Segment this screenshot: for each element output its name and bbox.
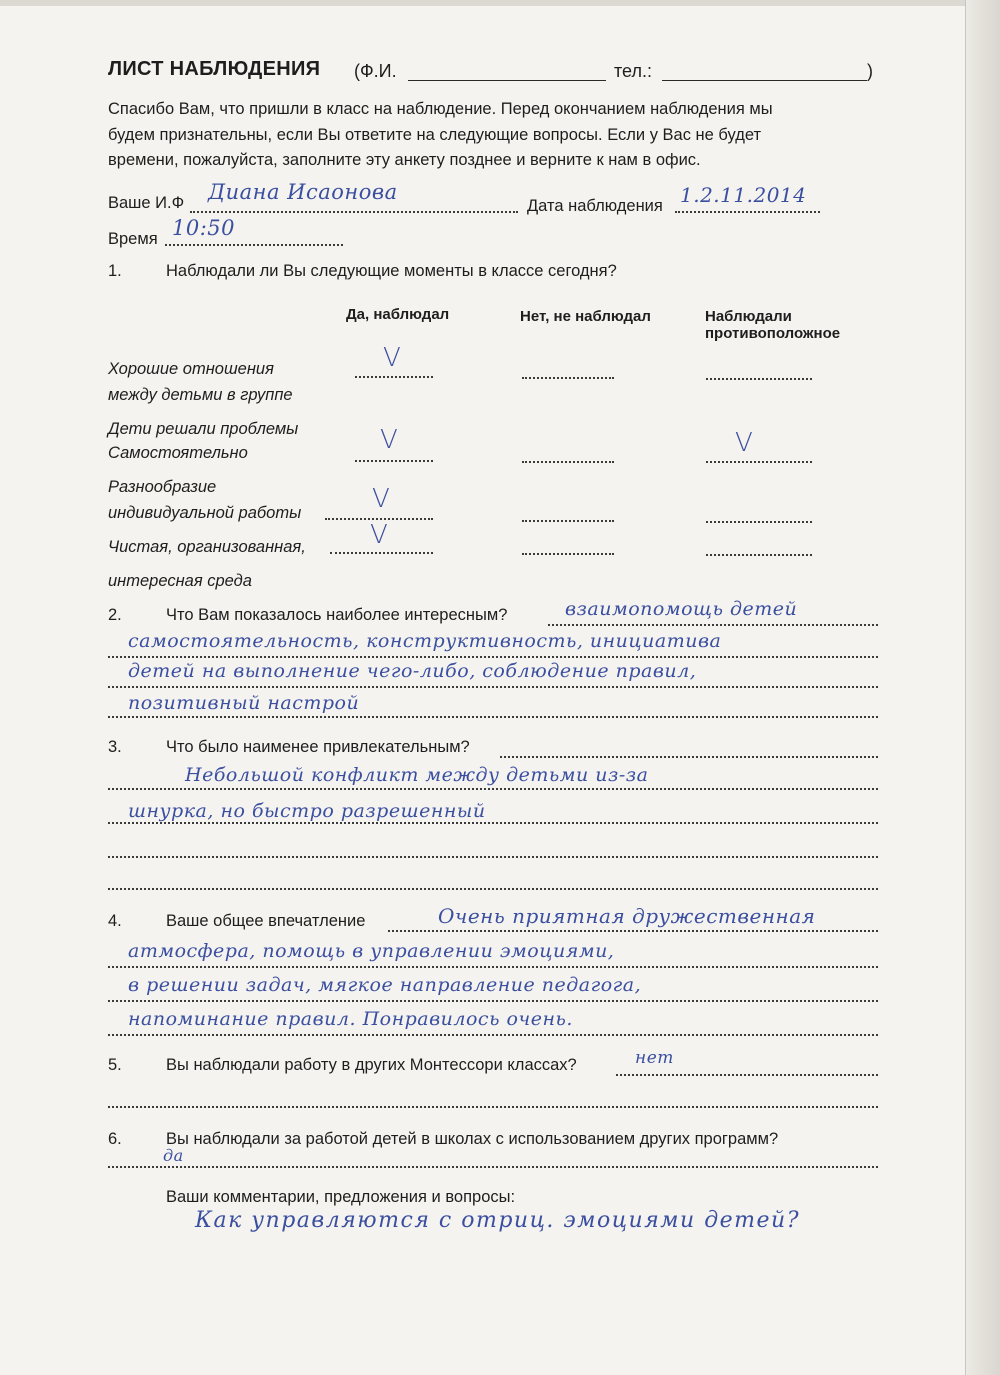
q1-row-2-opposite-line[interactable] bbox=[706, 461, 812, 463]
q1-text: Наблюдали ли Вы следующие моменты в классе сегодня? bbox=[166, 262, 617, 280]
q5-answer-line-1[interactable] bbox=[616, 1074, 878, 1076]
page-edge-top bbox=[0, 0, 1000, 6]
q2-answer-line-1[interactable] bbox=[548, 624, 878, 626]
name-label: (Ф.И. bbox=[354, 61, 397, 81]
q1-row-1-label-2: между детьми в группе bbox=[108, 386, 293, 404]
q4-answer-line-3[interactable] bbox=[108, 1000, 878, 1002]
q5-answer-line-2[interactable] bbox=[108, 1106, 878, 1108]
q4-answer-3: в решении задач, мягкое направление педагога, bbox=[128, 974, 642, 996]
phone-label: тел.: bbox=[614, 61, 652, 81]
q1-row-2-label-2: Самостоятельно bbox=[108, 444, 248, 462]
q6-answer: да bbox=[163, 1146, 184, 1165]
q3-answer-line-1[interactable] bbox=[108, 788, 878, 790]
q1-row-4-label-2: интересная среда bbox=[108, 572, 252, 590]
q1-row-3-yes-check: V bbox=[372, 484, 390, 514]
q1-row-4-opposite-line[interactable] bbox=[706, 554, 812, 556]
name-field-line[interactable] bbox=[190, 211, 518, 213]
comments-answer: Как управляются с отриц. эмоциями детей? bbox=[195, 1208, 801, 1233]
name-field-label: Ваше И.Ф bbox=[108, 194, 185, 212]
q1-row-3-label-1: Разнообразие bbox=[108, 478, 217, 496]
q2-number: 2. bbox=[108, 606, 122, 624]
intro-line-1: Спасибо Вам, что пришли в класс на наблюдение. Перед окончанием наблюдения мы bbox=[108, 100, 773, 118]
q1-row-1-yes-check: V bbox=[383, 343, 401, 373]
time-field-label: Время bbox=[108, 230, 158, 248]
q1-row-3-no-line[interactable] bbox=[522, 520, 614, 522]
header-phone-line bbox=[662, 80, 867, 81]
q6-answer-line[interactable] bbox=[108, 1166, 878, 1168]
date-field-value: 1.2.11.2014 bbox=[680, 183, 807, 207]
time-field-line[interactable] bbox=[165, 244, 343, 246]
q3-answer-2: шнурка, но быстро разрешенный bbox=[128, 800, 486, 822]
q1-col-yes: Да, наблюдал bbox=[346, 306, 450, 323]
q1-row-2-opposite-check: V bbox=[735, 428, 753, 458]
q5-number: 5. bbox=[108, 1056, 122, 1074]
q3-answer-line-2[interactable] bbox=[108, 822, 878, 824]
q3-answer-line-3[interactable] bbox=[108, 856, 878, 858]
q3-number: 3. bbox=[108, 738, 122, 756]
q4-answer-4: напоминание правил. Понравилось очень. bbox=[128, 1008, 573, 1030]
q3-text: Что было наименее привлекательным? bbox=[166, 738, 470, 756]
q3-answer-line-0[interactable] bbox=[500, 756, 878, 758]
q4-number: 4. bbox=[108, 912, 122, 930]
q4-answer-1: Очень приятная дружественная bbox=[438, 904, 816, 928]
intro-line-3: времени, пожалуйста, заполните эту анкету позднее и верните к нам в офис. bbox=[108, 151, 701, 169]
comments-label: Ваши комментарии, предложения и вопросы: bbox=[166, 1188, 516, 1206]
date-field-line[interactable] bbox=[675, 211, 820, 213]
q2-answer-line-2[interactable] bbox=[108, 656, 878, 658]
intro-line-2: будем признательны, если Вы ответите на следующие вопросы. Если у Вас не будет bbox=[108, 126, 762, 144]
q1-row-4-label-1: Чистая, организованная, bbox=[108, 538, 306, 556]
q1-row-3-opposite-line[interactable] bbox=[706, 521, 812, 523]
q5-answer: нет bbox=[635, 1048, 674, 1068]
header-close-paren: ) bbox=[867, 61, 873, 81]
q2-answer-line-4[interactable] bbox=[108, 716, 878, 718]
q4-answer-line-1[interactable] bbox=[388, 930, 878, 932]
q6-number: 6. bbox=[108, 1130, 122, 1148]
q2-answer-1: взаимопомощь детей bbox=[565, 598, 798, 620]
page-title: ЛИСТ НАБЛЮДЕНИЯ bbox=[108, 58, 321, 80]
q1-row-2-no-line[interactable] bbox=[522, 461, 614, 463]
q1-row-2-label-1: Дети решали проблемы bbox=[108, 420, 299, 438]
q6-text: Вы наблюдали за работой детей в школах с использованием других программ? bbox=[166, 1130, 779, 1148]
q1-row-1-label-1: Хорошие отношения bbox=[108, 360, 274, 378]
q1-row-4-yes-line[interactable] bbox=[330, 552, 433, 554]
page-edge-right bbox=[965, 0, 1000, 1375]
q2-answer-2: самостоятельность, конструктивность, инициатива bbox=[128, 630, 722, 652]
q4-text: Ваше общее впечатление bbox=[166, 912, 366, 930]
q1-row-1-yes-line[interactable] bbox=[355, 376, 433, 378]
q2-answer-3: детей на выполнение чего-либо, соблюдение правил, bbox=[128, 660, 697, 682]
date-field-label: Дата наблюдения bbox=[527, 197, 663, 215]
q5-text: Вы наблюдали работу в других Монтессори классах? bbox=[166, 1056, 577, 1074]
q1-col-no: Нет, не наблюдал bbox=[520, 308, 651, 325]
q3-answer-line-4[interactable] bbox=[108, 888, 878, 890]
time-field-value: 10:50 bbox=[172, 216, 236, 240]
q1-row-4-no-line[interactable] bbox=[522, 553, 614, 555]
q4-answer-line-2[interactable] bbox=[108, 966, 878, 968]
q3-answer-1: Небольшой конфликт между детьми из-за bbox=[185, 764, 649, 786]
q1-number: 1. bbox=[108, 262, 122, 280]
q1-col-opposite-1: Наблюдали bbox=[705, 308, 792, 325]
q2-answer-4: позитивный настрой bbox=[128, 692, 360, 714]
q4-answer-line-4[interactable] bbox=[108, 1034, 878, 1036]
q1-row-2-yes-line[interactable] bbox=[355, 460, 433, 462]
name-field-value: Диана Исаонова bbox=[208, 180, 398, 204]
header-name-line bbox=[408, 80, 606, 81]
q1-row-1-no-line[interactable] bbox=[522, 377, 614, 379]
q2-text: Что Вам показалось наиболее интересным? bbox=[166, 606, 508, 624]
q1-row-1-opposite-line[interactable] bbox=[706, 378, 812, 380]
q4-answer-2: атмосфера, помощь в управлении эмоциями, bbox=[128, 940, 615, 962]
q1-row-2-yes-check: V bbox=[380, 425, 398, 455]
q1-row-3-label-2: индивидуальной работы bbox=[108, 504, 302, 522]
q2-answer-line-3[interactable] bbox=[108, 686, 878, 688]
q1-col-opposite-2: противоположное bbox=[705, 325, 841, 342]
q1-row-4-yes-check: V bbox=[370, 520, 388, 550]
